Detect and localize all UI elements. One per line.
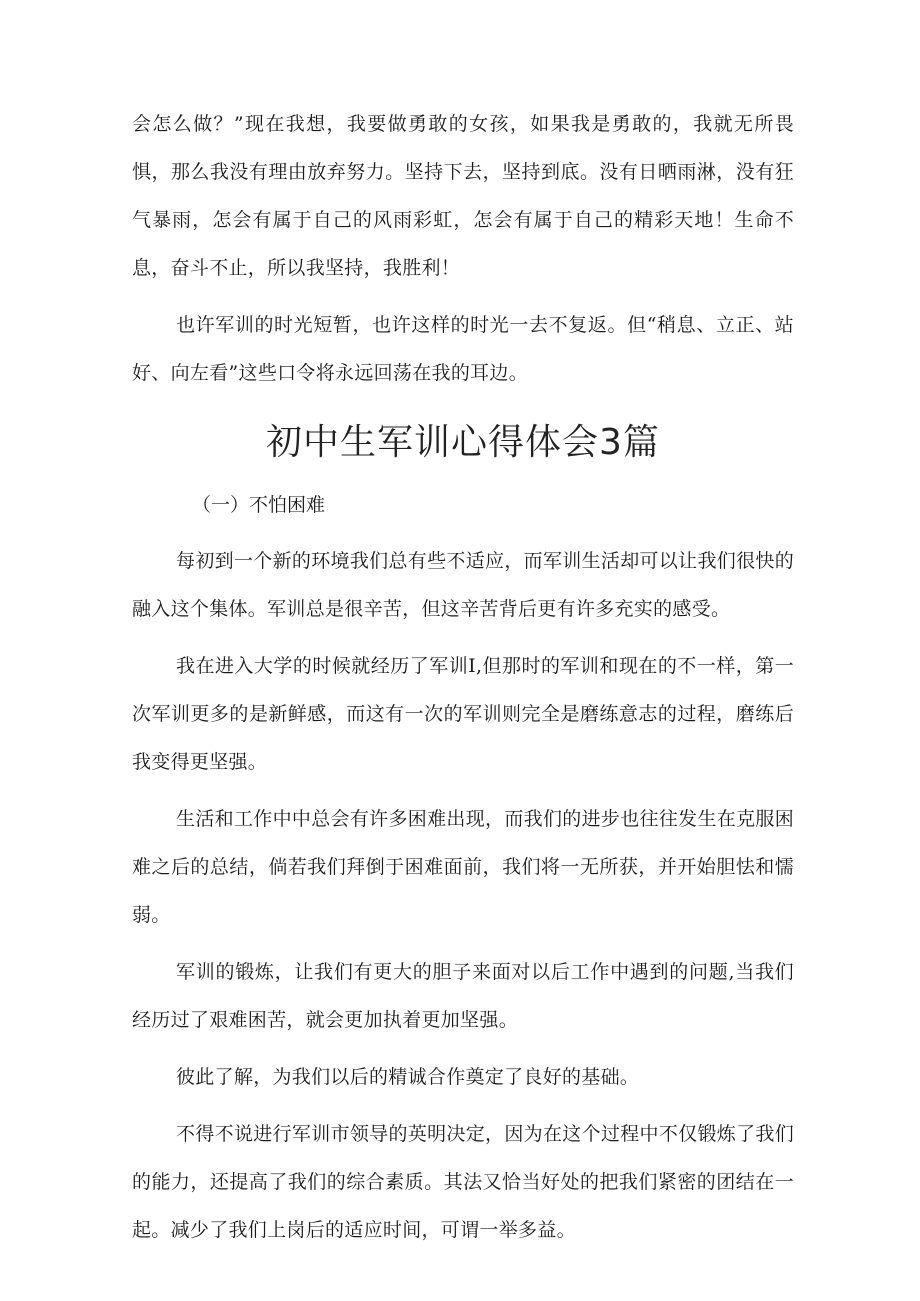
document-content	[132, 100, 794, 1263]
paragraph-closing: 也许军训的时光短暂，也许这样的时光一去不复返。但“稍息、立正、站好、向左看”这些口令将永远回荡在我的耳边。	[132, 314, 794, 384]
paragraph-continued: 会怎么做？”现在我想，我要做勇敢的女孩，如果我是勇敢的，我就无所畏惧，那么我没有理由放弃努力。坚持下去，坚持到底。没有日晒雨淋，没有狂气暴雨，怎会有属于自己的风雨彩虹，怎会有属于自己的精彩天地！生命不息，奋斗不止，所以我坚持，我胜利！	[132, 113, 794, 279]
body-paragraph: 我在进入大学的时候就经历了军训I,但那时的军训和现在的不一样，第一次军训更多的是新鲜感，而这有一次的军训则完全是磨练意志的过程，磨练后我变得更坚强。	[132, 655, 794, 773]
document-title: 初中生军训心得体会3篇	[266, 422, 660, 463]
body-paragraph: 每初到一个新的环境我们总有些不适应，而军训生活却可以让我们很快的融入这个集体。军训总是很辛苦，但这辛苦背后更有许多充实的感受。	[132, 550, 794, 620]
body-paragraph: 生活和工作中中总会有许多困难出现，而我们的进步也往往发生在克服困难之后的总结，倘若我们拜倒于困难面前，我们将一无所获，并开始胆怯和懦弱。	[132, 808, 794, 926]
section-heading: （一）不怕困难	[192, 494, 326, 516]
body-paragraph: 不得不说进行军训市领导的英明决定，因为在这个过程中不仅锻炼了我们的能力，还提高了我们的综合素质。其法又恰当好处的把我们紧密的团结在一起。减少了我们上岗后的适应时间，可谓一举多益。	[132, 1123, 794, 1241]
body-paragraph: 军训的锻炼，让我们有更大的胆子来面对以后工作中遇到的问题,当我们经历过了艰难困苦，就会更加执着更加坚强。	[132, 961, 794, 1031]
body-paragraph: 彼此了解，为我们以后的精诚合作奠定了良好的基础。	[176, 1066, 640, 1088]
